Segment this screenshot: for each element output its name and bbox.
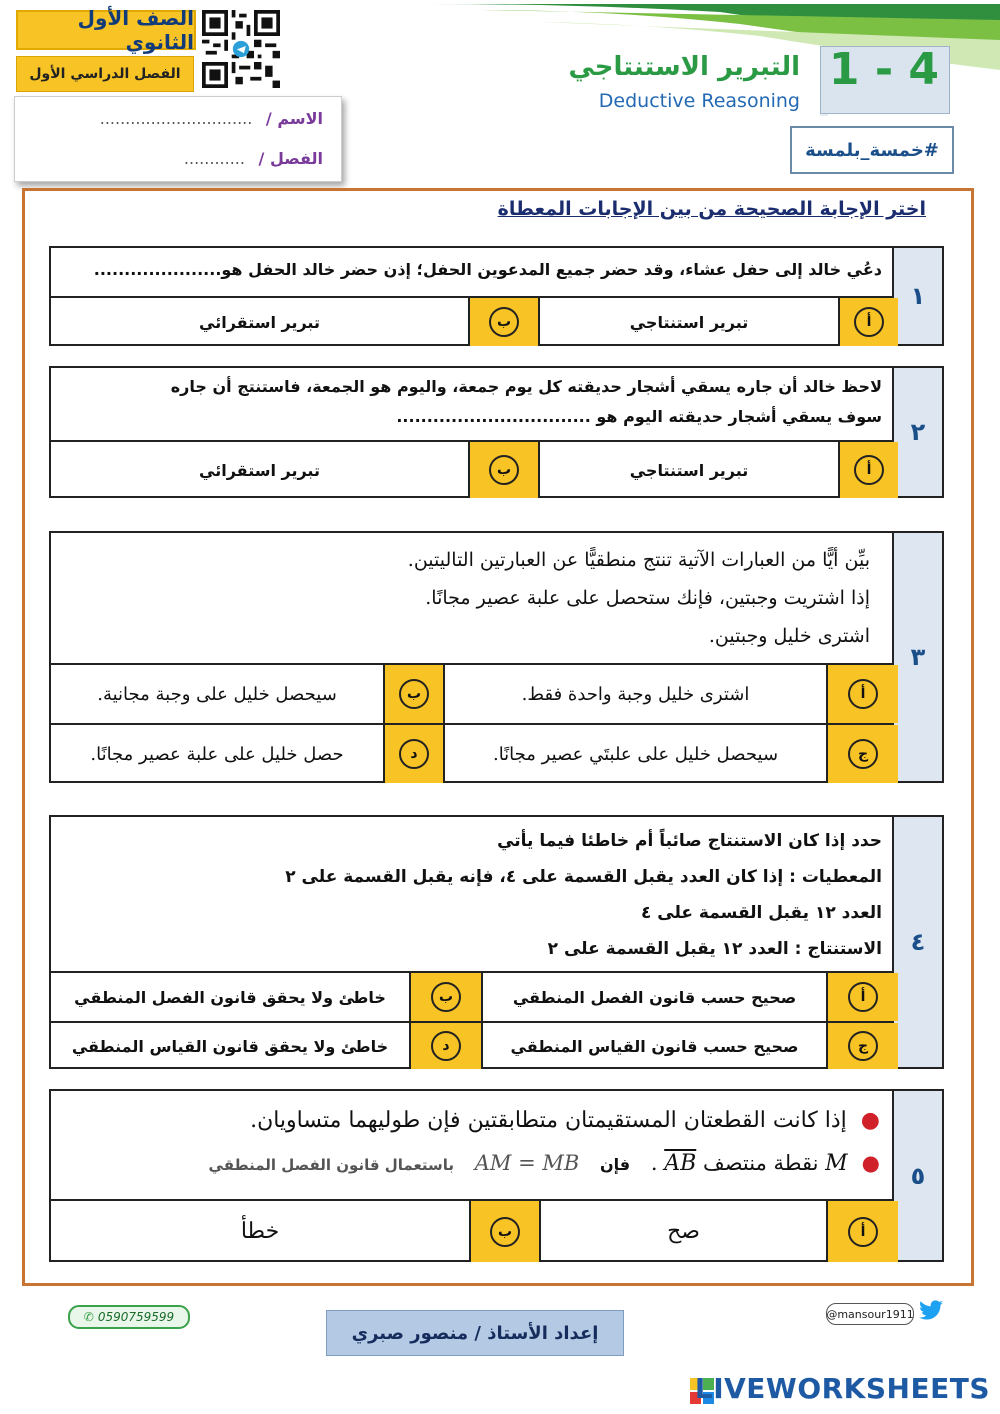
question-number: ٥ [892,1091,942,1260]
question-line: سوف يسقي أشجار حديقته اليوم هو ................................ [396,407,882,426]
option-letter: أ [848,982,878,1012]
options-row [51,1199,894,1262]
options-row [51,1021,894,1069]
question-3 [49,531,944,783]
option-letter: أ [848,679,878,709]
question-line: اشترى خليل وجبتين. [708,625,870,647]
option-a[interactable] [826,1201,898,1262]
option-b[interactable] [469,1201,539,1262]
question-number: ١ [892,248,942,344]
question-line: بيِّن أيًّا من العبارات الآتية تنتج منطقيًّا عن العبارتين التاليتين. [407,549,870,571]
option-c-text[interactable]: سيحصل خليل على علبتَي عصير مجانًا. [443,725,826,783]
option-a[interactable] [826,665,898,723]
question-2 [49,366,944,498]
question-line: لاحظ خالد أن جاره يسقي أشجار حديقته كل يوم جمعة، واليوم هو الجمعة، فاستنتج أن جاره [170,377,882,396]
option-c-text[interactable]: صحيح حسب قانون القياس المنطقي [481,1023,826,1069]
option-b-text[interactable]: تبرير استقرائي [199,312,320,332]
student-info-box [14,96,342,182]
option-a[interactable] [838,442,898,498]
option-letter: ب [399,679,429,709]
statement-1 [61,1101,880,1141]
lesson-number: 1 - 4 [828,44,940,95]
option-letter: ج [848,1031,878,1061]
option-letter: أ [848,1217,878,1247]
option-letter: ب [431,982,461,1012]
point-m: M [825,1151,848,1176]
question-line: دعُي خالد إلى حفل عشاء، وقد حضر جميع المدعوين الحفل؛ إذن حضر خالد الحفل هو..................... [93,260,882,279]
option-b-text[interactable]: خطأ [240,1219,280,1244]
term-badge: الفصل الدراسي الأول [16,56,194,92]
option-letter: د [399,739,429,769]
option-b[interactable] [409,973,481,1021]
question-line: المعطيات : إذا كان العدد يقبل القسمة على ٤، فإنه يقبل القسمة على ٢ [285,867,882,887]
options-row [51,971,894,1021]
statement-text: إذا كانت القطعتان المستقيمتان متطابقتين فإن طوليهما متساويان. [250,1108,847,1133]
whatsapp-contact[interactable] [68,1305,190,1329]
hashtag: #خمسة_بلمسة [790,126,954,174]
option-a[interactable] [826,973,898,1021]
midpoint-text: نقطة منتصف [702,1151,819,1175]
option-d[interactable] [383,725,443,783]
option-c[interactable] [826,1023,898,1069]
question-number: ٣ [892,533,942,781]
option-b[interactable] [383,665,443,723]
option-d[interactable] [409,1023,481,1069]
option-letter: أ [854,455,884,485]
name-blank: .............................. [99,109,253,128]
option-a-text[interactable]: اشترى خليل وجبة واحدة فقط. [443,665,826,723]
option-a[interactable] [838,298,898,346]
whatsapp-icon: ✆ [83,1310,94,1324]
class-field[interactable] [184,149,323,168]
question-4 [49,815,944,1069]
name-label: الاسم / [265,109,323,128]
question-line: الاستنتاج : العدد ١٢ يقبل القسمة على ٢ [547,939,882,959]
question-text [51,1091,894,1199]
twitter-icon [918,1300,944,1322]
name-field[interactable] [100,109,323,128]
prepared-by: إعداد الأستاذ / منصور صبري [326,1310,624,1356]
options-row [51,723,894,783]
question-text [51,817,894,971]
option-a-text[interactable]: صح [539,1201,826,1262]
option-letter: ب [489,455,519,485]
bullet-icon: ● [861,1151,880,1175]
question-number: ٤ [892,817,942,1067]
question-1 [49,246,944,346]
equation: AM = MB [474,1151,580,1175]
question-text [51,368,894,440]
option-c[interactable] [826,725,898,783]
grade-badge: الصف الأول الثانوي [16,10,196,50]
question-line: حدد إذا كان الاستنتاج صائباً أم خاطئا فيما يأتي [497,831,882,851]
lesson-title-arabic: التبرير الاستنتاجي [568,52,800,82]
option-letter: أ [854,307,884,337]
question-number: ٢ [892,368,942,496]
option-letter: ب [490,1217,520,1247]
bullet-icon: ● [860,1108,880,1133]
question-5 [49,1089,944,1262]
then-text: فإن [600,1155,631,1174]
option-letter: ب [489,307,519,337]
law-text: باستعمال قانون الفصل المنطقي [208,1156,455,1174]
class-blank: ............ [183,149,245,168]
instruction: اختر الإجابة الصحيحة من بين الإجابات المعطاة [497,198,926,220]
option-letter: د [431,1031,461,1061]
brand-name: LIVEWORKSHEETS [694,1372,990,1405]
options-row [51,440,894,498]
option-b[interactable] [468,442,538,498]
question-line: العدد ١٢ يقبل القسمة على ٤ [640,903,882,923]
statement-2 [61,1141,880,1187]
period: . [650,1151,658,1175]
qr-code-icon [202,10,280,88]
question-text [51,248,894,296]
option-b[interactable] [468,298,538,346]
class-label: الفصل / [258,149,323,168]
option-a-text[interactable]: صحيح حسب قانون الفصل المنطقي [481,973,826,1021]
question-text [51,533,894,663]
option-letter: ج [848,739,878,769]
option-a-text[interactable]: تبرير استنتاجي [538,298,838,346]
option-b-text[interactable]: سيحصل خليل على وجبة مجانية. [97,683,337,705]
lesson-title-english: Deductive Reasoning [598,90,800,112]
segment-ab: $\overline{AB}$ [664,1151,697,1176]
option-b-text[interactable]: خاطئ ولا يحقق قانون الفصل المنطقي [74,987,386,1007]
option-b-text[interactable]: تبرير استقرائي [199,460,320,480]
options-row [51,296,894,346]
options-row [51,663,894,723]
phone-number: 0590759599 [97,1310,175,1324]
option-d-text[interactable]: خاطئ ولا يحقق قانون القياس المنطقي [71,1036,389,1056]
twitter-handle[interactable]: @mansour1911 [826,1303,914,1325]
question-line: إذا اشتريت وجبتين، فإنك ستحصل على علبة عصير مجانًا. [425,587,870,609]
option-a-text[interactable]: تبرير استنتاجي [538,442,838,498]
option-d-text[interactable]: حصل خليل على علبة عصير مجانًا. [90,743,344,765]
